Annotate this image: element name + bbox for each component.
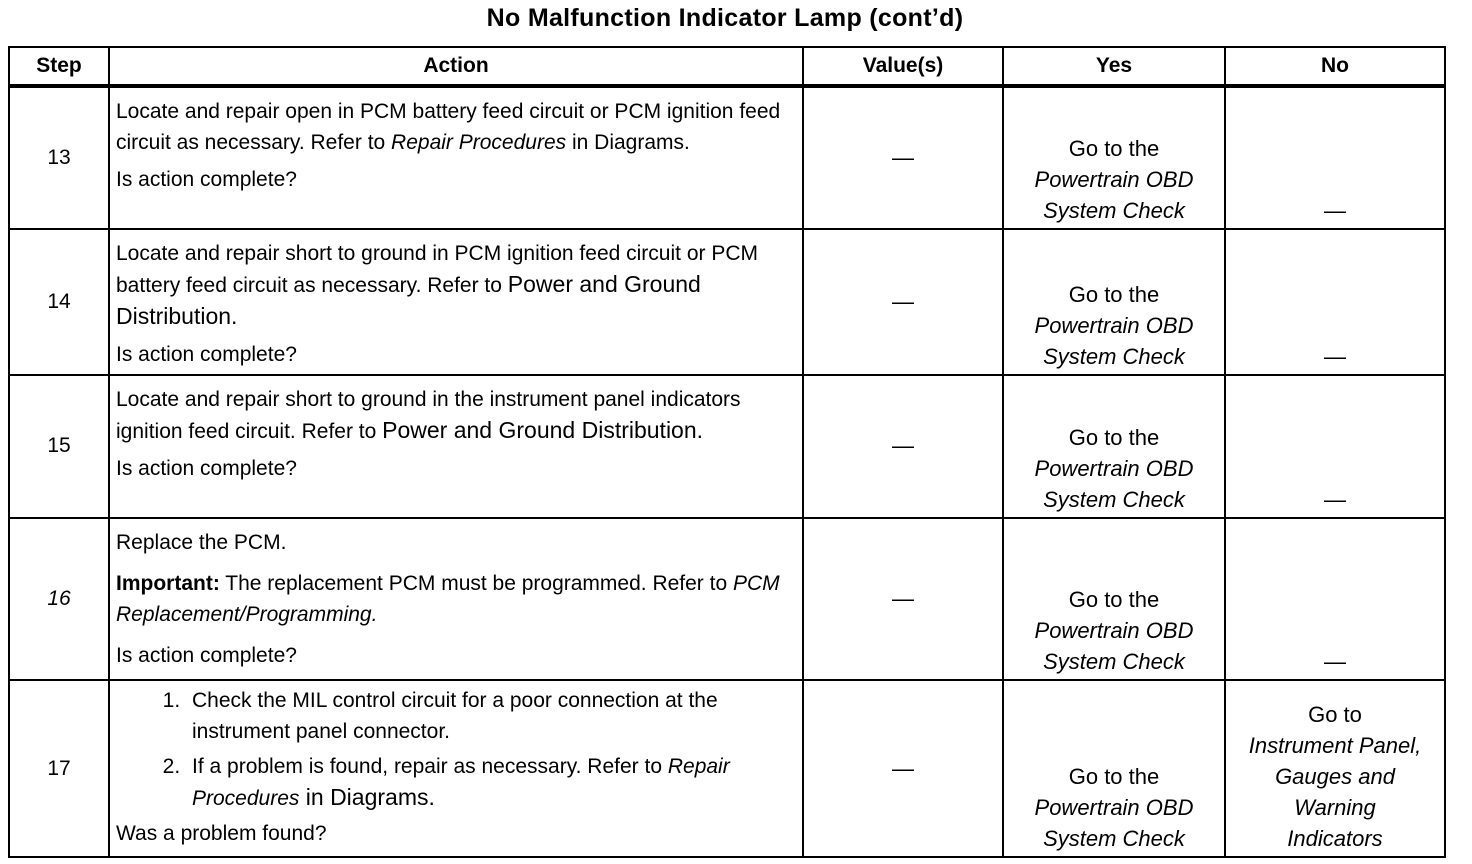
action-question: Is action complete? [116,643,297,667]
action-cell [109,375,803,518]
reference-link: Power and Ground Distribution. [382,417,704,444]
header-step: Step [9,47,109,86]
yes-reference: Powertrain OBD System Check [1034,455,1194,512]
action-cell [109,518,803,681]
no-cell: — [1225,229,1445,376]
yes-reference: Powertrain OBD System Check [1034,313,1194,370]
no-prefix: Go to [1308,702,1362,727]
diagnostic-table [8,46,1446,858]
action-question: Is action complete? [116,168,297,191]
reference-link: PCM Replacement/Programming. [116,571,780,626]
yes-prefix: Go to the [1068,282,1160,308]
header-action: Action [109,47,803,86]
action-text: Replace the PCM. [116,530,287,554]
action-cell [109,680,803,857]
yes-cell [1003,229,1225,376]
table-row [9,86,1445,229]
reference-link: Repair Procedures [192,755,730,811]
yes-cell [1003,375,1225,518]
no-reference: Instrument Panel, Gauges and Warning Indicators [1248,733,1422,851]
value-cell: — [803,229,1003,376]
list-item: 2. If a problem is found, repair as necessary. Refer to Repair Procedures in Diagrams. [186,751,798,814]
yes-cell [1003,86,1225,229]
page-title: No Malfunction Indicator Lamp (cont’d) [486,4,964,32]
table-row [9,680,1445,857]
yes-prefix: Go to the [1068,587,1160,613]
action-steps-list [116,685,798,814]
header-values: Value(s) [803,47,1003,86]
action-text: Locate and repair short to ground in the instrument panel indicators ignition feed circuit. Refer to Power and Ground Distribution. [116,388,741,444]
no-cell: — [1225,86,1445,229]
header-no: No [1225,47,1445,86]
step-number: 17 [9,680,109,857]
important-label: Important: [116,571,220,595]
header-yes: Yes [1003,47,1225,86]
action-text: Locate and repair short to ground in PCM ignition feed circuit or PCM battery feed circuit as necessary. Refer to Power and Ground Distribution. [116,241,758,329]
step-number: 14 [9,229,109,376]
yes-cell [1003,518,1225,681]
reference-link: Repair Procedures [391,131,567,154]
action-question: Is action complete? [116,342,297,366]
no-cell: — [1225,375,1445,518]
action-cell [109,229,803,376]
yes-reference: Powertrain OBD System Check [1034,618,1194,675]
yes-reference: Powertrain OBD System Check [1034,795,1194,851]
no-cell [1225,680,1445,857]
yes-prefix: Go to the [1068,135,1160,161]
step-number: 15 [9,375,109,518]
table-row [9,518,1445,681]
table-row [9,375,1445,518]
reference-link: Power and Ground Distribution. [116,270,701,329]
table-row [9,229,1445,376]
value-cell: — [803,518,1003,681]
action-text: Locate and repair open in PCM battery feed circuit or PCM ignition feed circuit as necessary. Refer to Repair Procedures in Diagrams. [116,100,781,154]
value-cell: — [803,680,1003,857]
yes-cell [1003,680,1225,857]
yes-prefix: Go to the [1068,764,1160,789]
value-cell: — [803,86,1003,229]
table-header-row [9,47,1445,86]
action-cell [109,86,803,229]
step-number: 13 [9,86,109,229]
action-question: Is action complete? [116,457,297,481]
yes-prefix: Go to the [1068,424,1160,450]
step-number: 16 [9,518,109,681]
list-item: 1. Check the MIL control circuit for a poor connection at the instrument panel connector. [186,685,798,747]
yes-reference: Powertrain OBD System Check [1034,166,1194,223]
value-cell: — [803,375,1003,518]
action-question: Was a problem found? [116,822,327,846]
important-note: Important: The replacement PCM must be programmed. Refer to PCM Replacement/Programming. [116,571,780,626]
no-cell: — [1225,518,1445,681]
